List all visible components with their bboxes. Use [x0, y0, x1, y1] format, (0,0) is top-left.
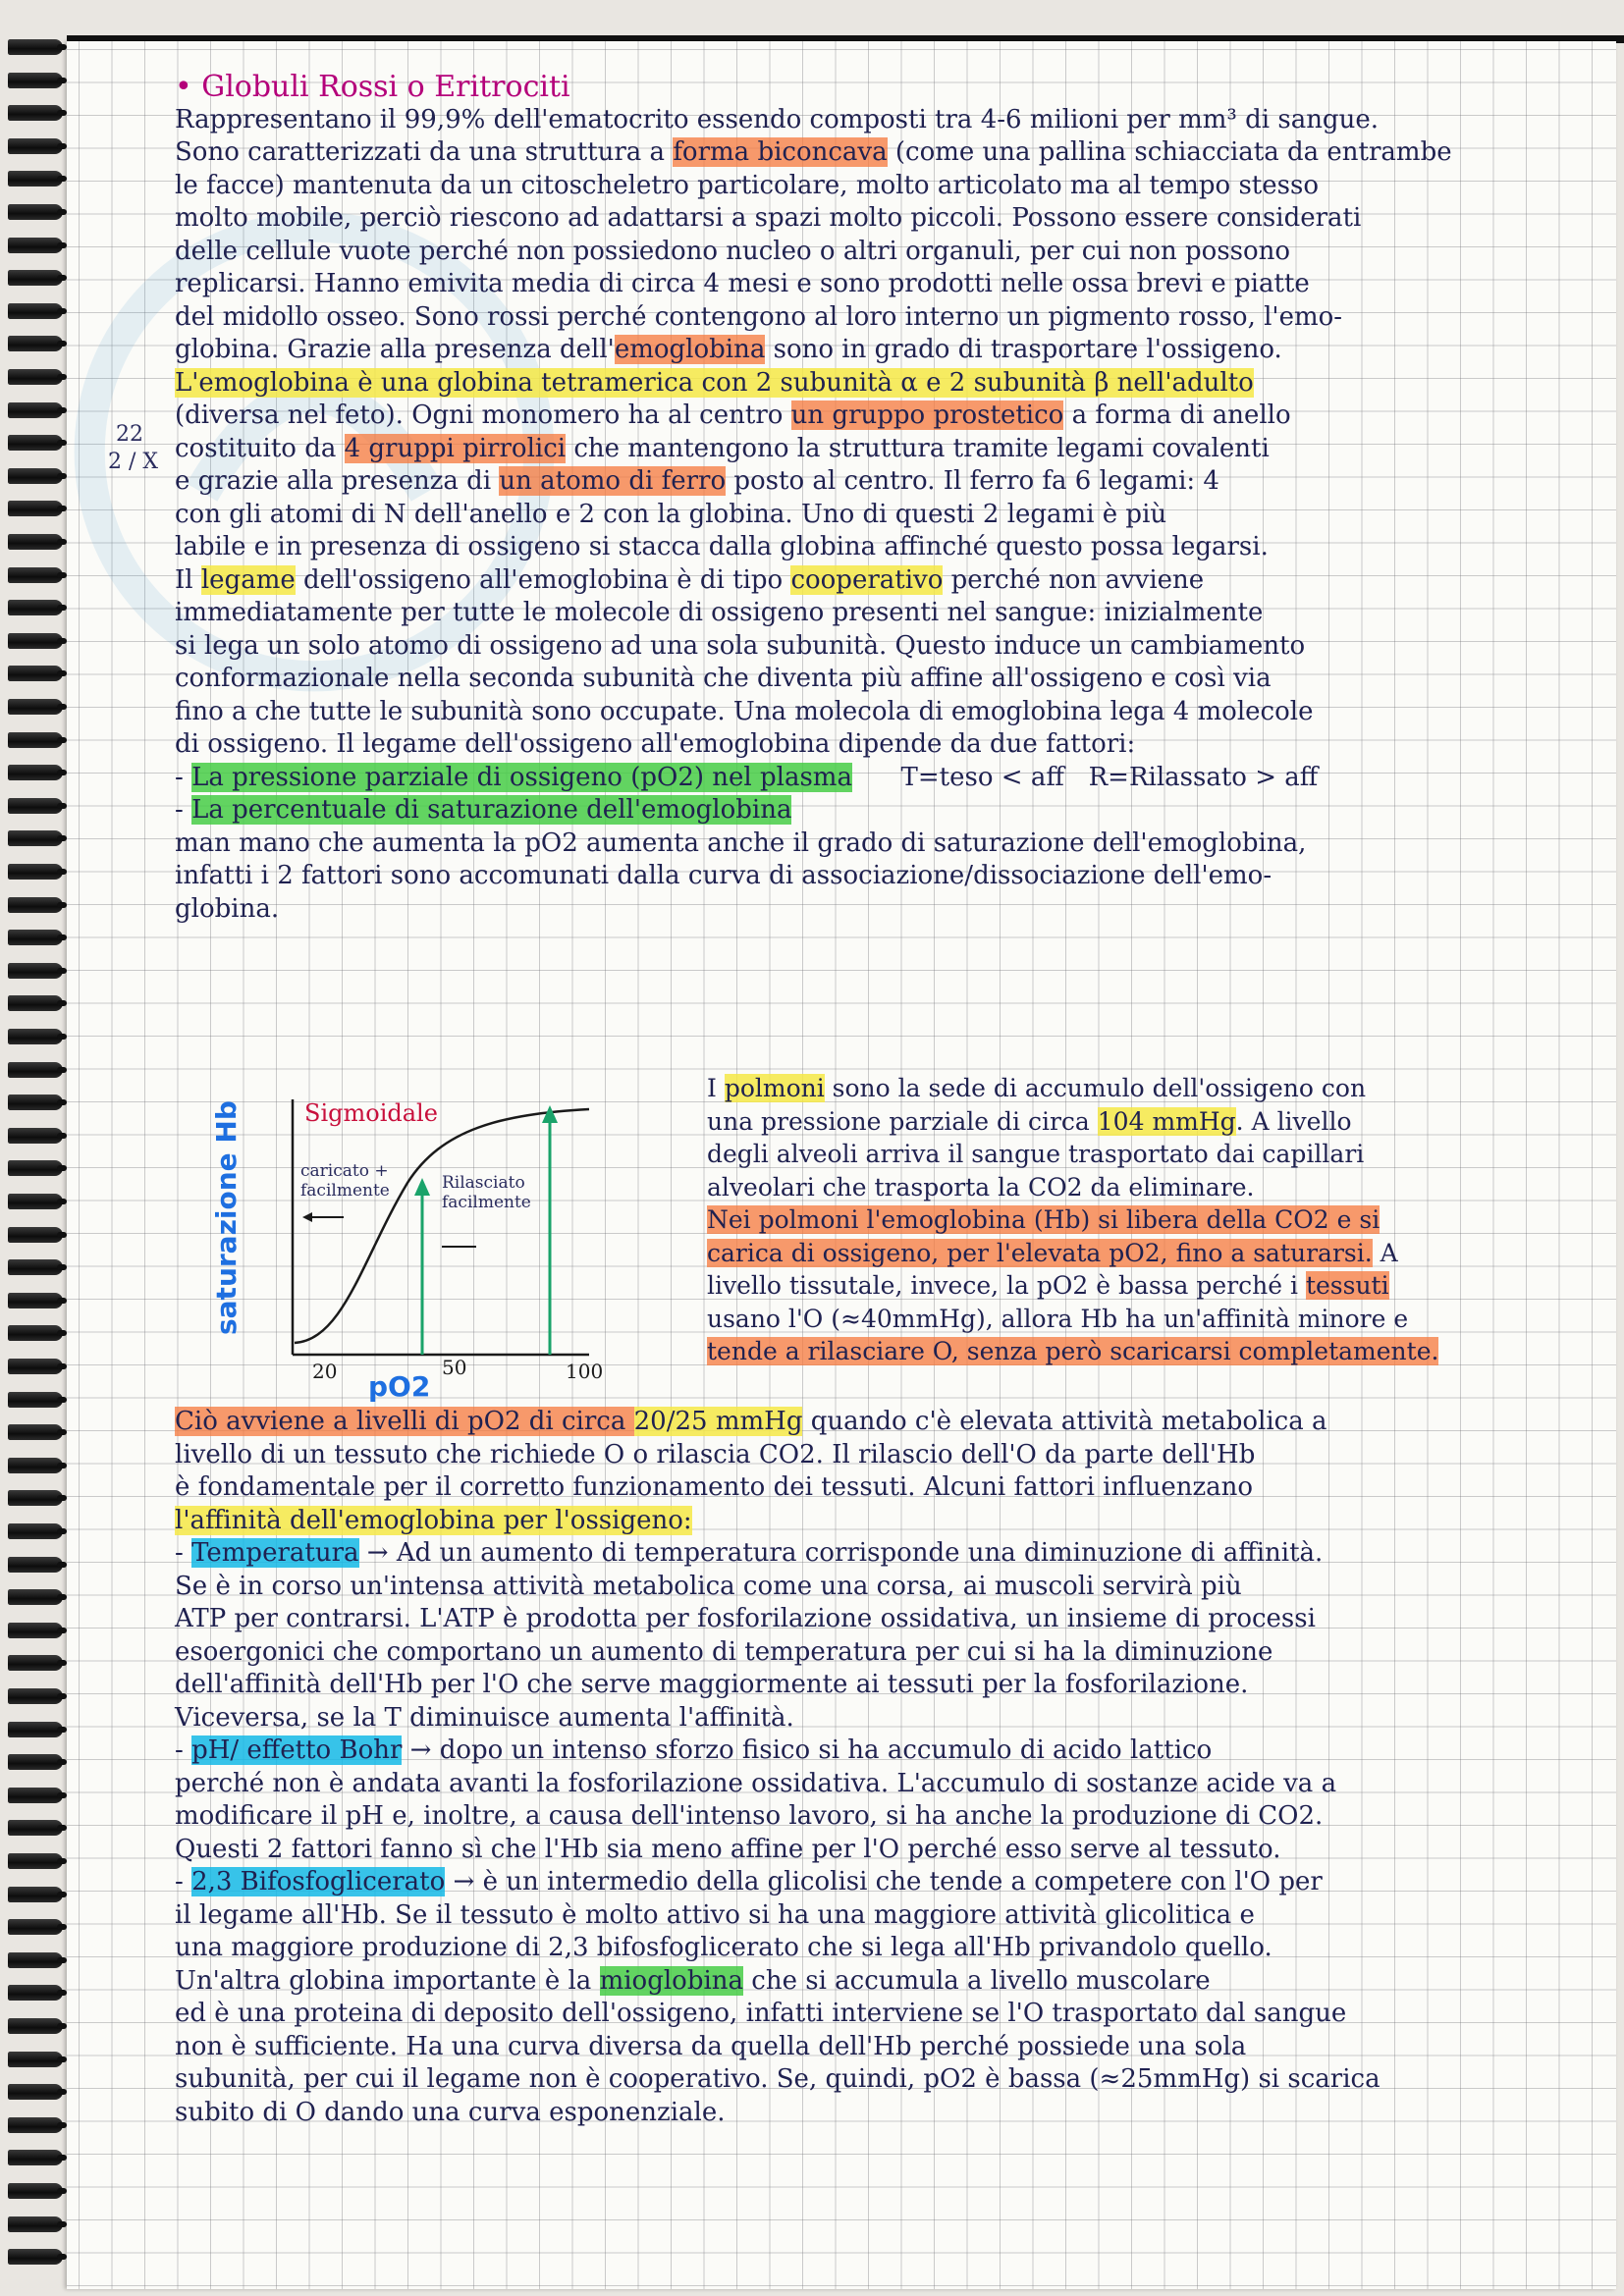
note-line [707, 1105, 1610, 1139]
note-text: - [175, 1735, 192, 1765]
note-text: delle cellule vuote perché non possiedono nucleo o altri organuli, per cui non possono [175, 236, 1291, 266]
note-line [175, 762, 1618, 795]
note-line [175, 1932, 1618, 1965]
note-text: che si accumula a livello muscolare [743, 1965, 1211, 1996]
binding-ring [8, 2018, 63, 2034]
x-axis-label: pO2 [368, 1370, 431, 1403]
note-text: una pressione parziale di circa [707, 1106, 1098, 1136]
chart-annotation-right: Rilasciato facilmente [442, 1173, 531, 1212]
binding-ring [8, 897, 63, 913]
binding-ring [8, 699, 63, 715]
note-line [175, 794, 1618, 828]
note-line [175, 531, 1618, 564]
note-text: esoergonici che comportano un aumento di temperatura per cui si ha la diminuzione [175, 1636, 1273, 1667]
note-line [175, 597, 1618, 630]
binding-ring [8, 138, 63, 154]
note-line [175, 1768, 1618, 1801]
binding-ring [8, 501, 63, 516]
binding-ring [8, 303, 63, 319]
note-line [707, 1303, 1610, 1336]
note-line [175, 104, 1618, 137]
note-text: globina. [175, 893, 280, 924]
note-text: posto al centro. Il ferro fa 6 legami: 4 [726, 466, 1219, 496]
highlighted-text: l'affinità dell'emoglobina per l'ossigeno: [175, 1505, 692, 1535]
note-text: subunità, per cui il legame non è cooperativo. Se, quindi, pO2 è bassa (≈25mmHg) si scarica [175, 2064, 1380, 2094]
binding-ring [8, 765, 63, 780]
note-line [175, 630, 1618, 664]
note-line [175, 1669, 1618, 1702]
note-text: infatti i 2 fattori sono accomunati dalla curva di associazione/dissociazione dell'emo- [175, 861, 1272, 890]
note-text: immediatamente per tutte le molecole di ossigeno presenti nel sangue: inizialmente [175, 598, 1264, 627]
note-text: costituito da [175, 433, 345, 463]
highlighted-text: La percentuale di saturazione dell'emoglobina [191, 795, 792, 825]
note-text: Un'altra globina importante è la [175, 1965, 600, 1996]
highlighted-text: 4 gruppi pirrolici [344, 433, 567, 463]
note-text: globina. Grazie alla presenza dell' [175, 335, 615, 364]
note-line [175, 1571, 1618, 1604]
binding-ring [8, 1259, 63, 1275]
note-text: labile e in presenza di ossigeno si stacca dalla globina affinché questo possa legarsi. [175, 532, 1269, 561]
highlighted-text: Nei polmoni l'emoglobina (Hb) si libera della CO2 e si [707, 1205, 1380, 1234]
notes-paragraphs-top [175, 104, 1618, 927]
highlighted-text: polmoni [724, 1074, 825, 1102]
binding-ring [8, 798, 63, 814]
note-text: - [175, 795, 192, 825]
binding-ring [8, 830, 63, 846]
notes-paragraphs-right [707, 1072, 1610, 1368]
note-text: - [175, 1867, 192, 1896]
note-line [175, 170, 1618, 203]
note-text: livello tissutale, invece, la pO2 è bassa perché i [707, 1271, 1306, 1300]
binding-ring [8, 1722, 63, 1737]
binding-ring [8, 1095, 63, 1110]
note-line [175, 1702, 1618, 1735]
binding-ring [8, 1160, 63, 1176]
binding-ring [8, 1227, 63, 1243]
margin-note-number: 22 [116, 422, 143, 447]
note-text: → dopo un intenso sforzo fisico si ha accumulo di acido lattico [402, 1735, 1213, 1765]
note-line [175, 334, 1618, 367]
binding-ring [8, 1490, 63, 1506]
binding-ring [8, 600, 63, 615]
note-text: (come una pallina schiacciata da entrambe [887, 137, 1452, 167]
note-line [175, 202, 1618, 236]
binding-ring [8, 402, 63, 418]
note-line [175, 367, 1618, 400]
note-text: Il [175, 564, 201, 595]
highlighted-text: 104 mmHg [1097, 1106, 1236, 1136]
note-text: man mano che aumenta la pO2 aumenta anche il grado di saturazione dell'emoglobina, [175, 828, 1307, 858]
note-line [175, 1505, 1618, 1538]
dissociation-chart [147, 1090, 697, 1414]
note-text: usano l'O (≈40mmHg), allora Hb ha un'affinità minore e [707, 1304, 1409, 1333]
chart-title: Sigmoidale [304, 1099, 438, 1127]
note-line [175, 2031, 1618, 2064]
highlighted-text: mioglobina [599, 1965, 744, 1996]
note-line [175, 1965, 1618, 1999]
binding-ring [8, 1029, 63, 1044]
note-text: dell'affinità dell'Hb per l'O che serve maggiormente ai tessuti per la fosforilazione. [175, 1670, 1249, 1699]
note-line [707, 1171, 1610, 1204]
note-line [707, 1203, 1610, 1237]
binding-ring [8, 963, 63, 979]
note-line [175, 1834, 1618, 1867]
binding-ring [8, 369, 63, 385]
note-text: dell'ossigeno all'emoglobina è di tipo [295, 564, 791, 595]
binding-ring [8, 1985, 63, 2001]
binding-ring [8, 468, 63, 484]
note-text: e grazie alla presenza di [175, 466, 500, 496]
note-line [175, 828, 1618, 861]
note-text: - [175, 762, 192, 792]
note-text: il legame all'Hb. Se il tessuto è molto attivo si ha una maggiore attività glicolitica e [175, 1899, 1255, 1930]
note-text: subito di O dando una curva esponenziale. [175, 2097, 726, 2127]
note-line [175, 663, 1618, 696]
highlighted-text: L'emoglobina è una globina tetramerica con 2 subunità α e 2 subunità β nell'adulto [175, 367, 1254, 398]
note-text: modificare il pH e, inoltre, a causa dell'intenso lavoro, si ha anche la produzione di CO2. [175, 1801, 1324, 1831]
binding-ring [8, 73, 63, 88]
binding-ring [8, 2084, 63, 2100]
note-text: che mantengono la struttura tramite legami covalenti [566, 433, 1270, 463]
binding-ring [8, 1623, 63, 1638]
binding-ring [8, 2249, 63, 2265]
binding-ring [8, 2117, 63, 2133]
note-text: molto mobile, perciò riescono ad adattarsi a spazi molto piccoli. Possono essere considerati [175, 203, 1362, 233]
note-text: di ossigeno. Il legame dell'ossigeno all'emoglobina dipende da due fattori: [175, 729, 1136, 759]
x-tick-100: 100 [566, 1360, 604, 1383]
highlighted-text: La pressione parziale di ossigeno (pO2) nel plasma [191, 762, 852, 792]
highlighted-text: un atomo di ferro [499, 466, 727, 496]
note-text: le facce) mantenuta da un citoscheletro particolare, molto articolato ma al tempo stesso [175, 170, 1319, 200]
note-text: alveolari che trasporta la CO2 da eliminare. [707, 1172, 1255, 1201]
highlighted-text: legame [200, 564, 296, 595]
binding-ring [8, 336, 63, 351]
highlighted-text: 20/25 mmHg [633, 1407, 803, 1436]
binding-ring [8, 864, 63, 880]
binding-ring [8, 567, 63, 583]
sigmoid-curve [295, 1109, 589, 1343]
binding-ring [8, 270, 63, 286]
note-text: - [175, 1538, 192, 1568]
note-text: una maggiore produzione di 2,3 bifosfoglicerato che si lega all'Hb privandolo quello. [175, 1933, 1272, 1962]
note-line [175, 564, 1618, 598]
note-text: → Ad un aumento di temperatura corrisponde una diminuzione di affinità. [358, 1538, 1324, 1568]
note-text: ATP per contrarsi. L'ATP è prodotta per fosforilazione ossidativa, un insieme di processi [175, 1604, 1316, 1633]
note-text: si lega un solo atomo di ossigeno ad una sola subunità. Questo induce un cambiamento [175, 630, 1306, 661]
highlighted-text: cooperativo [790, 564, 944, 595]
note-line [175, 400, 1618, 433]
note-line [175, 728, 1618, 762]
note-line [175, 2097, 1618, 2130]
binding-ring [8, 1788, 63, 1803]
margin-note-fraction: 2 / X [108, 450, 159, 474]
note-text: → è un intermedio della glicolisi che tende a competere con l'O per [445, 1867, 1323, 1896]
note-text: del midollo osseo. Sono rossi perché contengono al loro interno un pigmento rosso, l'emo- [175, 301, 1343, 332]
binding-ring [8, 666, 63, 681]
note-line [707, 1237, 1610, 1270]
note-text: perché non è andata avanti la fosforilazione ossidativa. L'accumulo di sostanze acide va a [175, 1768, 1337, 1798]
binding-ring [8, 1128, 63, 1144]
binding-ring [8, 238, 63, 253]
note-line [175, 696, 1618, 729]
note-text: replicarsi. Hanno emivita media di circa 4 mesi e sono prodotti nelle ossa brevi e piatte [175, 269, 1310, 298]
binding-ring [8, 1062, 63, 1078]
binding-ring [8, 1688, 63, 1704]
highlighted-text: carica di ossigeno, per l'elevata pO2, fino a saturarsi. [707, 1238, 1373, 1267]
note-text: fino a che tutte le subunità sono occupate. Una molecola di emoglobina lega 4 molecole [175, 696, 1314, 726]
binding-ring [8, 1194, 63, 1209]
note-line [175, 1636, 1618, 1670]
binding-ring [8, 534, 63, 550]
binding-ring [8, 1458, 63, 1473]
note-text: degli alveoli arriva il sangue trasportato dai capillari [707, 1140, 1365, 1168]
highlighted-text: pH/ effetto Bohr [191, 1735, 403, 1765]
note-line [175, 1735, 1618, 1768]
note-line [175, 301, 1618, 335]
note-text: quando c'è elevata attività metabolica a [802, 1407, 1327, 1436]
note-text: perché non avviene [943, 564, 1205, 595]
binding-ring [8, 171, 63, 187]
binding-ring [8, 732, 63, 748]
note-line [175, 1800, 1618, 1834]
note-text: . A livello [1235, 1106, 1352, 1136]
highlighted-text: forma biconcava [673, 137, 888, 167]
note-line [175, 499, 1618, 532]
binding-ring [8, 1853, 63, 1869]
note-line [175, 1471, 1618, 1505]
note-text: livello di un tessuto che richiede O o rilascia CO2. Il rilascio dell'O da parte dell'Hb [175, 1439, 1256, 1469]
note-line [175, 1899, 1618, 1933]
note-line [175, 1406, 1618, 1439]
binding-ring [8, 105, 63, 121]
binding-ring [8, 1820, 63, 1836]
binding-ring [8, 1293, 63, 1308]
binding-ring [8, 435, 63, 451]
note-text: (diversa nel feto). Ogni monomero ha al centro [175, 400, 791, 430]
note-line [175, 860, 1618, 893]
binding-ring [8, 1557, 63, 1573]
binding-ring [8, 1754, 63, 1770]
notes-paragraphs-below [175, 1406, 1618, 2129]
binding-ring [8, 2216, 63, 2232]
note-text: sono la sede di accumulo dell'ossigeno con [824, 1074, 1367, 1102]
highlighted-text: emoglobina [614, 335, 766, 364]
note-text: Viceversa, se la T diminuisce aumenta l'affinità. [175, 1702, 794, 1733]
highlighted-text: Ciò avviene a livelli di pO2 di circa [175, 1407, 634, 1436]
note-line [707, 1072, 1610, 1105]
note-line [707, 1138, 1610, 1171]
highlighted-text: tessuti [1305, 1271, 1389, 1300]
note-line [175, 1866, 1618, 1899]
note-text: con gli atomi di N dell'anello e 2 con la globina. Uno di questi 2 legami è più [175, 499, 1167, 529]
note-text: a forma di anello [1063, 400, 1291, 430]
binding-ring [8, 1523, 63, 1539]
highlighted-text: 2,3 Bifosfoglicerato [191, 1867, 446, 1896]
note-line [175, 136, 1618, 170]
note-text: sono in grado di trasportare l'ossigeno. [765, 335, 1282, 364]
note-text: Se è in corso un'intensa attività metabolica come una corsa, ai muscoli servirà più [175, 1571, 1242, 1601]
note-text: T=teso < aff R=Rilassato > aff [851, 762, 1319, 792]
note-line [707, 1269, 1610, 1303]
note-text: Rappresentano il 99,9% dell'ematocrito essendo composti tra 4-6 milioni per mm³ di sangue. [175, 104, 1379, 134]
x-tick-50: 50 [442, 1356, 467, 1379]
binding-ring [8, 2052, 63, 2067]
note-line [175, 1439, 1618, 1472]
note-line [175, 893, 1618, 927]
note-text: è fondamentale per il corretto funzionamento dei tessuti. Alcuni fattori influenzano [175, 1472, 1254, 1502]
note-line [175, 1603, 1618, 1636]
note-text: conformazionale nella seconda subunità che diventa più affine all'ossigeno e così via [175, 664, 1272, 693]
chart-annotation-left: caricato + facilmente [300, 1161, 390, 1201]
binding-ring [8, 1359, 63, 1374]
note-line [707, 1335, 1610, 1368]
y-axis-label: saturazione Hb [210, 1100, 243, 1335]
note-line [175, 433, 1618, 466]
note-line [175, 465, 1618, 499]
note-text: Questi 2 fattori fanno sì che l'Hb sia meno affine per l'O perché esso serve al tessuto. [175, 1834, 1281, 1864]
note-line [175, 1537, 1618, 1571]
binding-ring [8, 1655, 63, 1671]
note-text: Sono caratterizzati da una struttura a [175, 137, 674, 167]
note-text: non è sufficiente. Ha una curva diversa da quella dell'Hb perché possiede una sola [175, 2031, 1247, 2061]
binding-ring [8, 930, 63, 945]
note-line [175, 2063, 1618, 2097]
note-text: I [707, 1074, 725, 1102]
note-line [175, 236, 1618, 269]
spiral-binding [0, 39, 69, 2287]
note-text: A [1372, 1238, 1398, 1267]
binding-ring [8, 1424, 63, 1440]
binding-ring [8, 39, 63, 55]
binding-ring [8, 995, 63, 1011]
note-line [175, 268, 1618, 301]
binding-ring [8, 1325, 63, 1341]
page-title: • Globuli Rossi o Eritrociti [175, 70, 570, 104]
binding-ring [8, 1392, 63, 1408]
highlighted-text: Temperatura [191, 1538, 359, 1568]
binding-ring [8, 1952, 63, 1968]
notes-body [175, 71, 1618, 926]
binding-ring [8, 633, 63, 649]
binding-ring [8, 1589, 63, 1605]
highlighted-text: un gruppo prostetico [790, 400, 1064, 430]
binding-ring [8, 204, 63, 220]
binding-ring [8, 2183, 63, 2199]
note-text: ed è una proteina di deposito dell'ossigeno, infatti interviene se l'O trasportato dal sangue [175, 1999, 1347, 2028]
highlighted-text: tende a rilasciare O, senza però scaricarsi completamente. [707, 1337, 1439, 1365]
binding-ring [8, 1887, 63, 1902]
binding-ring [8, 1919, 63, 1935]
note-line [175, 1998, 1618, 2031]
binding-ring [8, 2150, 63, 2165]
x-tick-20: 20 [312, 1360, 338, 1383]
